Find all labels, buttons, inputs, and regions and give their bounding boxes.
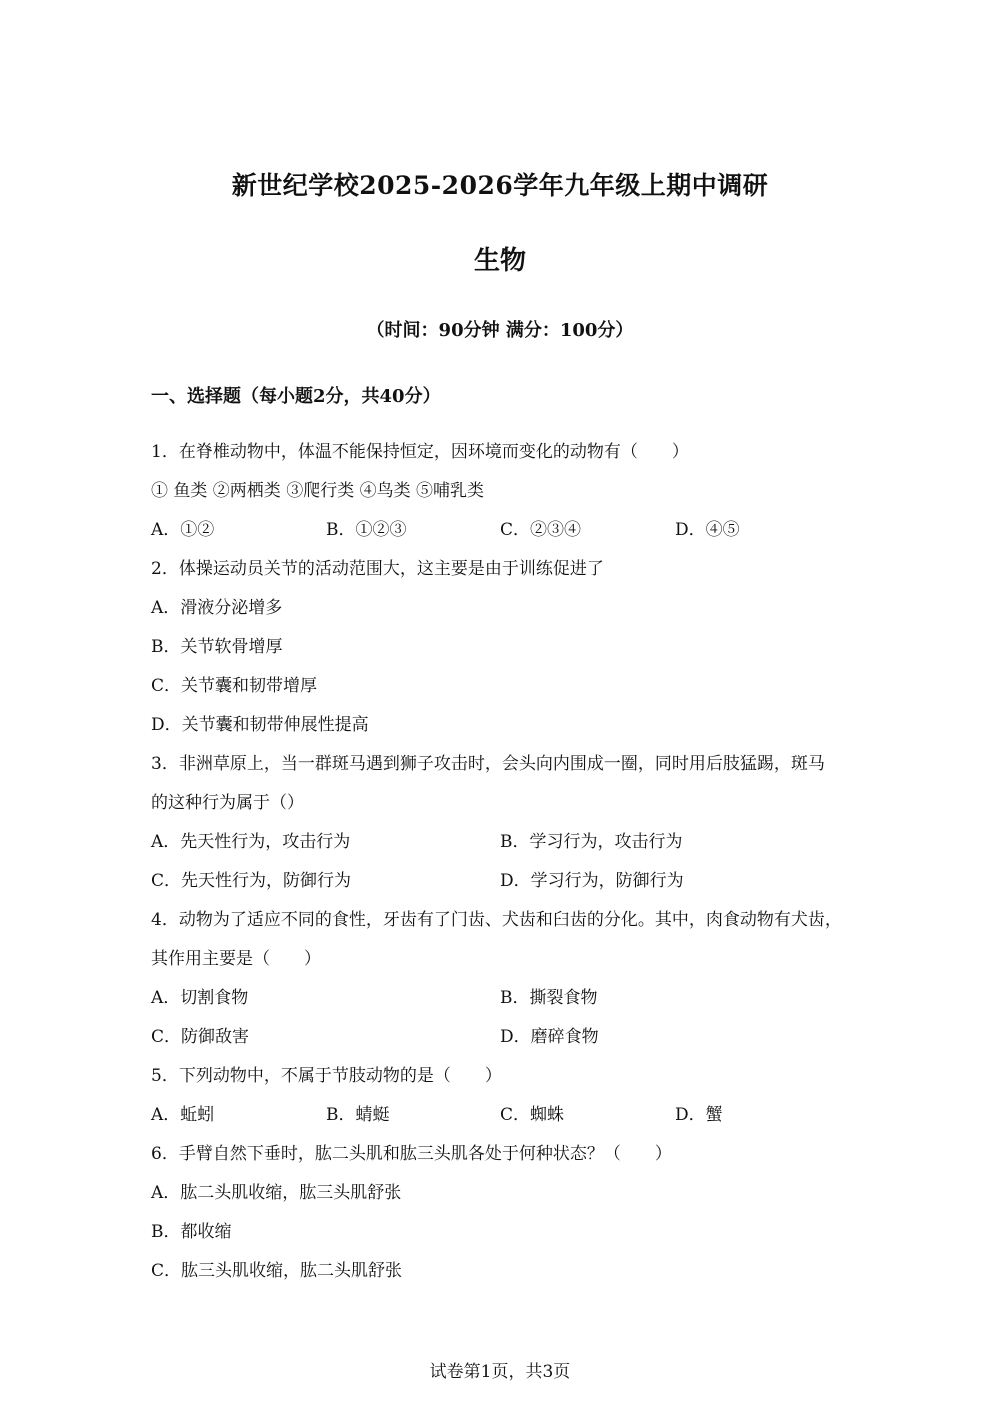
question-2-stem: 2．体操运动员关节的活动范围大，这主要是由于训练促进了 xyxy=(151,559,604,579)
question-5-option-b: B．蜻蜓 xyxy=(326,1105,390,1125)
page-footer: 试卷第1页，共3页 xyxy=(429,1362,571,1382)
question-1-option-c: C．②③④ xyxy=(500,520,582,540)
question-2-option-d: D．关节囊和韧带伸展性提高 xyxy=(151,715,369,735)
question-1-stem: 1．在脊椎动物中，体温不能保持恒定，因环境而变化的动物有（ ） xyxy=(151,442,689,462)
question-4-stem: 4．动物为了适应不同的食性，牙齿有了门齿、犬齿和臼齿的分化。其中，肉食动物有犬齿， xyxy=(151,910,842,930)
question-1-option-d: D．④⑤ xyxy=(675,520,740,540)
question-5-option-d: D．蟹 xyxy=(675,1105,723,1125)
section-title-choice: 一、选择题（每小题2分，共40分） xyxy=(151,386,441,407)
question-3-option-c: C．先天性行为，防御行为 xyxy=(151,871,352,891)
exam-title: 新世纪学校2025-2026学年九年级上期中调研 xyxy=(231,171,769,200)
question-2-option-b: B．关节软骨增厚 xyxy=(151,637,283,657)
question-1-stem-line-2: ① 鱼类 ②两栖类 ③爬行类 ④鸟类 ⑤哺乳类 xyxy=(151,481,485,501)
question-1-option-b: B．①②③ xyxy=(326,520,407,540)
question-2-option-c: C．关节囊和韧带增厚 xyxy=(151,676,318,696)
question-4-option-b: B．撕裂食物 xyxy=(500,988,598,1008)
question-3-option-b: B．学习行为，攻击行为 xyxy=(500,832,683,852)
question-5-option-c: C．蜘蛛 xyxy=(500,1105,565,1125)
question-1-option-a: A．①② xyxy=(151,520,215,540)
question-5-stem: 5．下列动物中，不属于节肢动物的是（ ） xyxy=(151,1066,502,1086)
question-4-option-c: C．防御敌害 xyxy=(151,1027,250,1047)
exam-time-score: （时间：90分钟 满分：100分） xyxy=(366,320,634,341)
question-6-option-a: A．肱二头肌收缩，肱三头肌舒张 xyxy=(151,1183,402,1203)
question-6-option-c: C．肱三头肌收缩，肱二头肌舒张 xyxy=(151,1261,403,1281)
question-3-stem: 3．非洲草原上，当一群斑马遇到狮子攻击时，会头向内围成一圈，同时用后肢猛踢，斑马 xyxy=(151,754,825,774)
question-3-option-d: D．学习行为，防御行为 xyxy=(500,871,684,891)
question-6-option-b: B．都收缩 xyxy=(151,1222,232,1242)
question-3-stem-line-2: 的这种行为属于（） xyxy=(151,793,304,813)
question-4-stem-line-2: 其作用主要是（ ） xyxy=(151,949,321,969)
question-4-option-a: A．切割食物 xyxy=(151,988,249,1008)
question-2-option-a: A．滑液分泌增多 xyxy=(151,598,283,618)
question-3-option-a: A．先天性行为，攻击行为 xyxy=(151,832,351,852)
exam-subject: 生物 xyxy=(473,246,526,276)
question-6-stem: 6．手臂自然下垂时，肱二头肌和肱三头肌各处于何种状态？（ ） xyxy=(151,1144,672,1164)
question-4-option-d: D．磨碎食物 xyxy=(500,1027,599,1047)
question-5-option-a: A．蚯蚓 xyxy=(151,1105,215,1125)
